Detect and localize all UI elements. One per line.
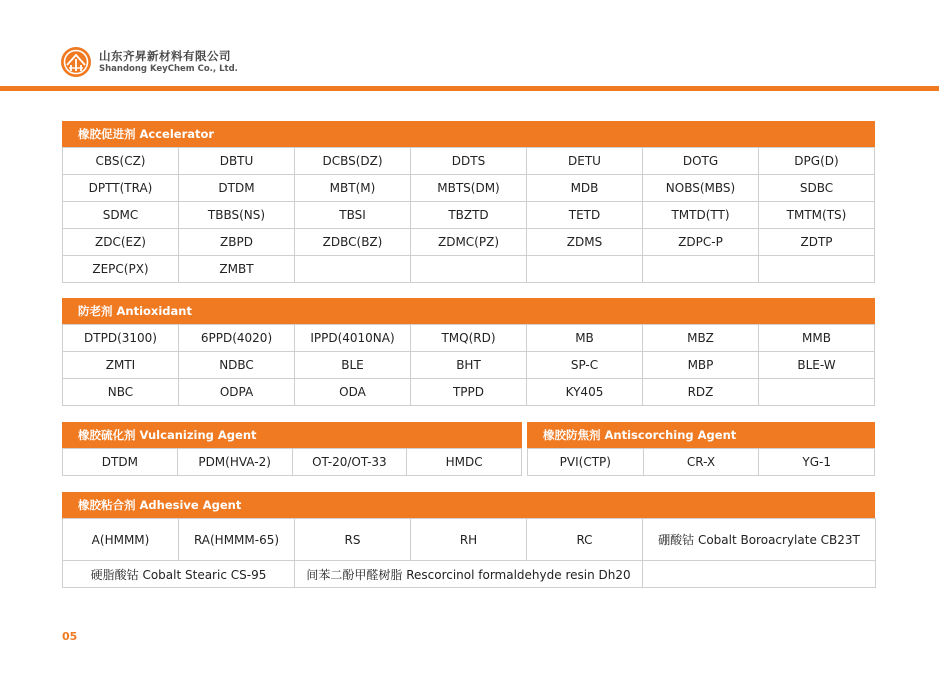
- adhesive-table: [62, 518, 876, 588]
- table-cell: TPPD: [411, 379, 527, 406]
- page-header: [60, 44, 238, 80]
- table-cell: TMQ(RD): [411, 325, 527, 352]
- table-row: [63, 202, 875, 229]
- table-cell: RC: [527, 519, 643, 561]
- table-cell: TMTM(TS): [759, 202, 875, 229]
- antioxidant-title: 防老剂 Antioxidant: [62, 298, 875, 324]
- table-cell: ZDMC(PZ): [411, 229, 527, 256]
- table-cell: OT-20/OT-33: [292, 449, 407, 476]
- table-row: [63, 379, 875, 406]
- table-cell: ZBPD: [179, 229, 295, 256]
- table-cell: HMDC: [407, 449, 522, 476]
- table-cell: RS: [295, 519, 411, 561]
- table-cell: 硬脂酸钴 Cobalt Stearic CS-95: [63, 561, 295, 588]
- table-cell: ZDPC-P: [643, 229, 759, 256]
- table-cell: MBP: [643, 352, 759, 379]
- table-cell: DTPD(3100): [63, 325, 179, 352]
- table-cell: [643, 561, 876, 588]
- table-cell: ZDBC(BZ): [295, 229, 411, 256]
- table-cell: TETD: [527, 202, 643, 229]
- table-row: [63, 519, 876, 561]
- table-cell: [295, 256, 411, 283]
- vulcanizing-section: [62, 422, 522, 476]
- table-cell: BLE-W: [759, 352, 875, 379]
- table-cell: ZMTI: [63, 352, 179, 379]
- table-cell: 间苯二酚甲醛树脂 Rescorcinol formaldehyde resin Dh20: [295, 561, 643, 588]
- accelerator-section: [62, 121, 875, 283]
- table-cell: MBT(M): [295, 175, 411, 202]
- table-cell: A(HMMM): [63, 519, 179, 561]
- table-cell: ZDTP: [759, 229, 875, 256]
- table-cell: CBS(CZ): [63, 148, 179, 175]
- table-cell: ZDMS: [527, 229, 643, 256]
- table-cell: MBTS(DM): [411, 175, 527, 202]
- table-row: [63, 175, 875, 202]
- header-divider: [0, 86, 939, 91]
- table-cell: TBBS(NS): [179, 202, 295, 229]
- company-name-cn: 山东齐昇新材料有限公司: [99, 49, 231, 63]
- adhesive-section: [62, 492, 875, 588]
- table-cell: PDM(HVA-2): [177, 449, 292, 476]
- table-cell: DPTT(TRA): [63, 175, 179, 202]
- table-cell: DCBS(DZ): [295, 148, 411, 175]
- antiscorching-table: [527, 448, 875, 476]
- table-cell: IPPD(4010NA): [295, 325, 411, 352]
- table-cell: TBZTD: [411, 202, 527, 229]
- table-cell: MDB: [527, 175, 643, 202]
- vulcanizing-table: [62, 448, 522, 476]
- table-cell: [759, 379, 875, 406]
- table-cell: ODPA: [179, 379, 295, 406]
- table-cell: DTDM: [179, 175, 295, 202]
- table-cell: RH: [411, 519, 527, 561]
- table-cell: DDTS: [411, 148, 527, 175]
- table-cell: DPG(D): [759, 148, 875, 175]
- table-cell: MBZ: [643, 325, 759, 352]
- accelerator-title: 橡胶促进剂 Accelerator: [62, 121, 875, 147]
- accelerator-table: [62, 147, 875, 283]
- table-cell: RA(HMMM-65): [179, 519, 295, 561]
- table-row: [63, 325, 875, 352]
- company-name-en: Shandong KeyChem Co., Ltd.: [99, 64, 238, 74]
- table-cell: RDZ: [643, 379, 759, 406]
- table-cell: NOBS(MBS): [643, 175, 759, 202]
- table-cell: 硼酸钴 Cobalt Boroacrylate CB23T: [643, 519, 876, 561]
- table-cell: 6PPD(4020): [179, 325, 295, 352]
- table-cell: BLE: [295, 352, 411, 379]
- table-cell: ZMBT: [179, 256, 295, 283]
- table-cell: [643, 256, 759, 283]
- table-cell: TMTD(TT): [643, 202, 759, 229]
- table-row: [63, 229, 875, 256]
- table-cell: MB: [527, 325, 643, 352]
- table-row: [63, 561, 876, 588]
- table-cell: DBTU: [179, 148, 295, 175]
- table-cell: ODA: [295, 379, 411, 406]
- antioxidant-table: [62, 324, 875, 406]
- table-cell: ZDC(EZ): [63, 229, 179, 256]
- table-cell: BHT: [411, 352, 527, 379]
- table-cell: CR-X: [643, 449, 759, 476]
- table-row: [63, 352, 875, 379]
- table-cell: [527, 256, 643, 283]
- table-cell: PVI(CTP): [528, 449, 644, 476]
- table-row: [63, 449, 522, 476]
- table-row: [63, 148, 875, 175]
- table-cell: KY405: [527, 379, 643, 406]
- antioxidant-section: [62, 298, 875, 406]
- antiscorching-title: 橡胶防焦剂 Antiscorching Agent: [527, 422, 875, 448]
- page-number: 05: [62, 630, 78, 643]
- table-cell: MMB: [759, 325, 875, 352]
- table-cell: YG-1: [759, 449, 875, 476]
- keychem-logo-icon: [60, 46, 92, 78]
- table-cell: DETU: [527, 148, 643, 175]
- table-cell: DOTG: [643, 148, 759, 175]
- vulcanizing-title: 橡胶硫化剂 Vulcanizing Agent: [62, 422, 522, 448]
- table-cell: [759, 256, 875, 283]
- adhesive-title: 橡胶粘合剂 Adhesive Agent: [62, 492, 875, 518]
- table-cell: ZEPC(PX): [63, 256, 179, 283]
- table-row: [528, 449, 875, 476]
- table-cell: NBC: [63, 379, 179, 406]
- table-cell: NDBC: [179, 352, 295, 379]
- company-name: [99, 49, 238, 75]
- table-cell: [411, 256, 527, 283]
- table-cell: TBSI: [295, 202, 411, 229]
- table-cell: SP-C: [527, 352, 643, 379]
- antiscorching-section: [527, 422, 875, 476]
- table-cell: SDMC: [63, 202, 179, 229]
- table-cell: SDBC: [759, 175, 875, 202]
- table-row: [63, 256, 875, 283]
- table-cell: DTDM: [63, 449, 178, 476]
